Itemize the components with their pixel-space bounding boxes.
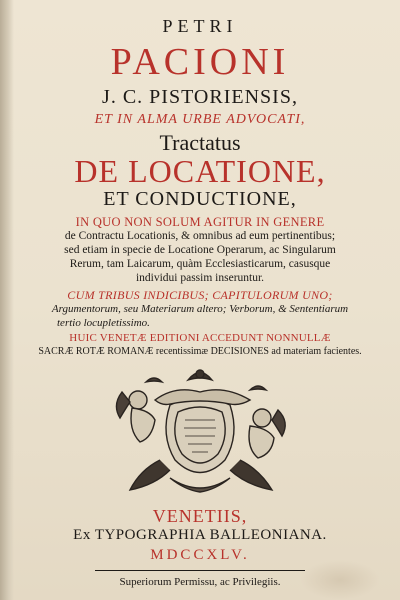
edition-line-2: SACRÆ ROTÆ ROMANÆ recentissimæ DECISIONES ad materiam facientes. xyxy=(38,346,362,357)
paper-stain xyxy=(300,560,380,600)
main-title: DE LOCATIONE, xyxy=(74,153,326,189)
author-first-name: PETRI xyxy=(162,16,238,36)
author-last-name: PACIONI xyxy=(110,41,290,83)
subtitle-line-3: sed etiam in specie de Locatione Operarum, ac Singularum xyxy=(64,244,336,256)
main-title-second-line: ET CONDUCTIONE, xyxy=(103,188,297,210)
subtitle-line-4: Rerum, tam Laicarum, quàm Ecclesiasticarum, casusque xyxy=(69,258,331,270)
imprint-rule xyxy=(95,570,305,571)
author-role: ET IN ALMA URBE ADVOCATI, xyxy=(94,112,306,127)
edition-line-1: HUIC VENETÆ EDITIONI ACCEDUNT NONNULLÆ xyxy=(69,332,331,344)
imprint-place: VENETIIS, xyxy=(152,506,248,526)
imprint-year: MDCCXLV. xyxy=(150,547,250,563)
tractatus-label: Tractatus xyxy=(159,130,241,155)
author-title: J. C. PISTORIENSIS, xyxy=(102,86,298,108)
subtitle-line-2: de Contractu Locationis, & omnibus ad eum pertinentibus; xyxy=(64,230,336,242)
engraved-vignette-image xyxy=(100,360,300,500)
privilege-statement: Superiorum Permissu, ac Privilegiis. xyxy=(119,576,281,588)
indices-line-1: CUM TRIBUS INDICIBUS; CAPITULORUM UNO; xyxy=(67,288,333,302)
indices-line-2: Argumentorum, seu Materiarum altero; Verborum, & Sententiarum xyxy=(51,303,349,315)
imprint-printer: Ex TYPOGRAPHIA BALLEONIANA. xyxy=(73,527,327,543)
subtitle-line-1: IN QUO NON SOLUM AGITUR IN GENERE xyxy=(75,215,325,229)
indices-line-3: tertio locupletissimo. xyxy=(57,317,150,329)
subtitle-line-5: individui passim inseruntur. xyxy=(135,272,265,284)
